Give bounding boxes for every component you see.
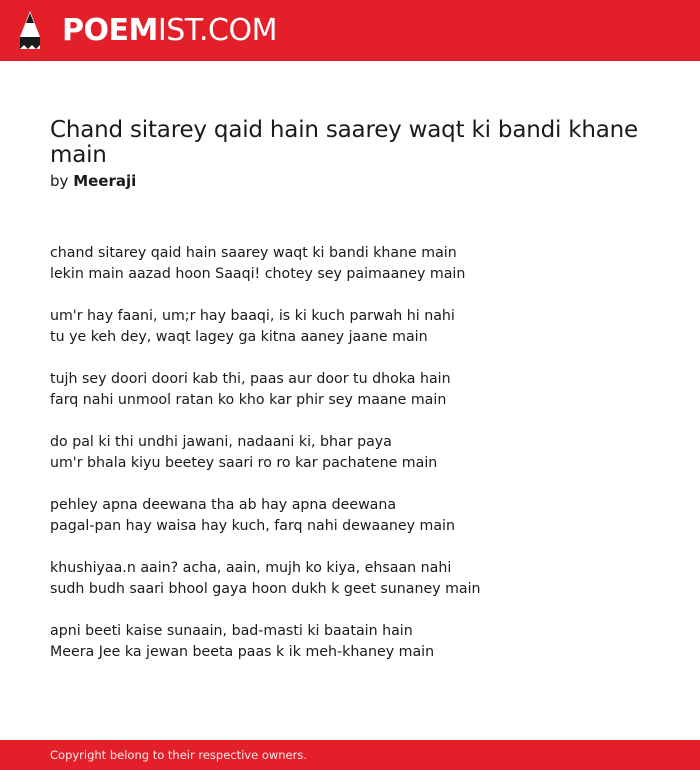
poem-line: sudh budh saari bhool gaya hoon dukh k geet sunaney main [50,581,481,597]
poem-line: tu ye keh dey, waqt lagey ga kitna aaney jaane main [50,329,428,345]
byline [50,172,650,190]
site-logo[interactable] [18,11,277,51]
brand-name-strong: POEM [62,12,158,48]
author-link[interactable]: Meeraji [73,172,137,190]
poem-line: do pal ki thi undhi jawani, nadaani ki, bhar paya [50,434,392,450]
stanza [50,432,650,474]
poem-line: chand sitarey qaid hain saarey waqt ki bandi khane main [50,245,457,261]
brand-name-light: IST.COM [157,12,277,48]
poem-body [50,243,650,663]
site-footer [0,740,700,770]
poem-line: farq nahi unmool ratan ko kho kar phir sey maane main [50,392,447,408]
copyright-notice: Copyright belong to their respective owners. [50,748,308,762]
poem-content [50,118,650,684]
poem-line: um'r bhala kiyu beetey saari ro ro kar pachatene main [50,455,438,471]
stanza [50,495,650,537]
site-header [0,0,700,61]
poem-line: lekin main aazad hoon Saaqi! chotey sey paimaaney main [50,266,466,282]
stanza [50,558,650,600]
poem-line: um'r hay faani, um;r hay baaqi, is ki kuch parwah hi nahi [50,308,455,324]
poem-line: Meera Jee ka jewan beeta paas k ik meh-khaney main [50,644,435,660]
stanza [50,621,650,663]
pencil-icon [18,11,42,51]
poem-line: pagal-pan hay waisa hay kuch, farq nahi dewaaney main [50,518,455,534]
poem-line: pehley apna deewana tha ab hay apna deewana [50,497,397,513]
stanza [50,306,650,348]
poem-line: khushiyaa.n aain? acha, aain, mujh ko kiya, ehsaan nahi [50,560,452,576]
poem-line: apni beeti kaise sunaain, bad-masti ki baatain hain [50,623,413,639]
poem-line: tujh sey doori doori kab thi, paas aur door tu dhoka hain [50,371,451,387]
stanza [50,369,650,411]
brand-name [62,12,277,48]
stanza [50,243,650,285]
poem-title: Chand sitarey qaid hain saarey waqt ki bandi khane main [50,117,639,168]
by-label: by [50,172,69,190]
